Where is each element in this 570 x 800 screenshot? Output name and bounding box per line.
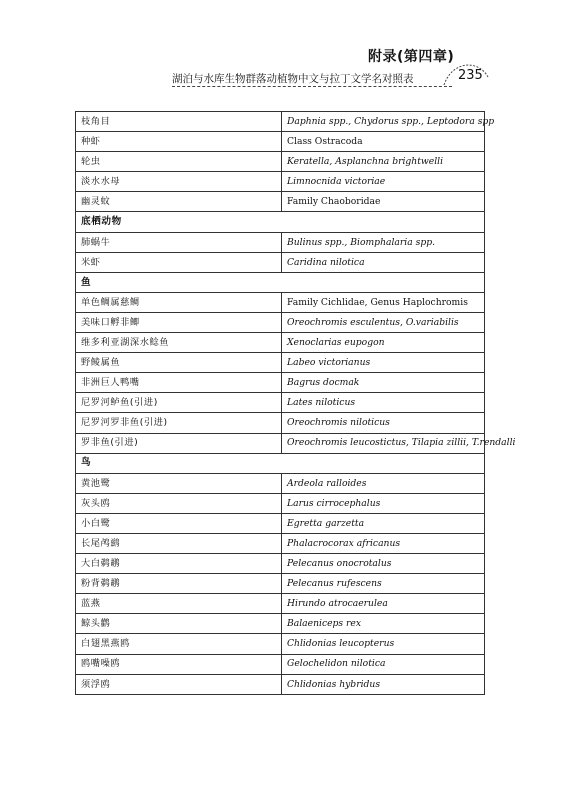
table-row xyxy=(76,353,485,373)
latin-name-cell: Pelecanus rufescens xyxy=(282,574,485,594)
running-title: 湖泊与水库生物群落动植物中文与拉丁文学名对照表 xyxy=(172,73,414,85)
chinese-name-cell: 蓝燕 xyxy=(76,594,282,614)
latin-name-cell: Oreochromis leucostictus, Tilapia zillii, T.rendalli xyxy=(282,433,485,453)
table-row xyxy=(76,292,485,312)
latin-name-cell: Chlidonias hybridus xyxy=(282,674,485,694)
chinese-name-cell: 轮虫 xyxy=(76,152,282,172)
table-row xyxy=(76,654,485,674)
section-title: 鸟 xyxy=(76,453,485,473)
chinese-name-cell: 淡水水母 xyxy=(76,172,282,192)
chinese-name-cell: 尼罗河罗非鱼(引进) xyxy=(76,413,282,433)
latin-name-cell: Oreochromis esculentus, O.variabilis xyxy=(282,312,485,332)
chinese-name-cell: 小白鹭 xyxy=(76,513,282,533)
chinese-name-cell: 黄池鹭 xyxy=(76,473,282,493)
chinese-name-cell: 枝角目 xyxy=(76,112,282,132)
latin-name-cell: Gelochelidon nilotica xyxy=(282,654,485,674)
latin-name-cell: Limnocnida victoriae xyxy=(282,172,485,192)
latin-name-cell: Caridina nilotica xyxy=(282,252,485,272)
chinese-name-cell: 须浮鸥 xyxy=(76,674,282,694)
chinese-name-cell: 白翅黑燕鸥 xyxy=(76,634,282,654)
chinese-name-cell: 幽灵蚊 xyxy=(76,192,282,212)
latin-name-cell: Larus cirrocephalus xyxy=(282,493,485,513)
latin-name-cell: Egretta garzetta xyxy=(282,513,485,533)
latin-name-cell: Xenoclarias eupogon xyxy=(282,333,485,353)
table-row xyxy=(76,513,485,533)
table-row xyxy=(76,533,485,553)
table-row xyxy=(76,554,485,574)
latin-name-cell: Family Cichlidae, Genus Haplochromis xyxy=(282,292,485,312)
latin-name-cell: Hirundo atrocaerulea xyxy=(282,594,485,614)
latin-name-cell: Class Ostracoda xyxy=(282,132,485,152)
table-row xyxy=(76,152,485,172)
chinese-name-cell: 野鲮属鱼 xyxy=(76,353,282,373)
chinese-name-cell: 肺蜗牛 xyxy=(76,232,282,252)
latin-name-cell: Bulinus spp., Biomphalaria spp. xyxy=(282,232,485,252)
chinese-name-cell: 种虾 xyxy=(76,132,282,152)
latin-name-cell: Ardeola ralloides xyxy=(282,473,485,493)
table-row xyxy=(76,132,485,152)
table-row xyxy=(76,634,485,654)
latin-name-cell: Keratella, Asplanchna brightwelli xyxy=(282,152,485,172)
species-table xyxy=(75,111,516,695)
chinese-name-cell: 灰头鸥 xyxy=(76,493,282,513)
chinese-name-cell: 尼罗河鲈鱼(引进) xyxy=(76,393,282,413)
chinese-name-cell: 维多利亚湖深水鲶鱼 xyxy=(76,333,282,353)
latin-name-cell: Daphnia spp., Chydorus spp., Leptodora spp xyxy=(282,112,485,132)
chinese-name-cell: 非洲巨人鸭嘴 xyxy=(76,373,282,393)
latin-name-cell: Bagrus docmak xyxy=(282,373,485,393)
section-title: 鱼 xyxy=(76,272,485,292)
table-row xyxy=(76,493,485,513)
chinese-name-cell: 美味口孵非鲫 xyxy=(76,312,282,332)
section-header-row xyxy=(76,453,485,473)
latin-name-cell: Phalacrocorax africanus xyxy=(282,533,485,553)
table-row xyxy=(76,614,485,634)
latin-name-cell: Pelecanus onocrotalus xyxy=(282,554,485,574)
chinese-name-cell: 米虾 xyxy=(76,252,282,272)
table-row xyxy=(76,112,485,132)
chinese-name-cell: 鲸头鹳 xyxy=(76,614,282,634)
table-row xyxy=(76,333,485,353)
latin-name-cell: Family Chaoboridae xyxy=(282,192,485,212)
table-row xyxy=(76,393,485,413)
table-row xyxy=(76,312,485,332)
table-row xyxy=(76,674,485,694)
latin-name-cell: Lates niloticus xyxy=(282,393,485,413)
table-row xyxy=(76,252,485,272)
chapter-heading: 附录(第四章) xyxy=(368,49,455,65)
table-row xyxy=(76,373,485,393)
table-row xyxy=(76,433,485,453)
table-row xyxy=(76,473,485,493)
chinese-name-cell: 粉背鹈鹕 xyxy=(76,574,282,594)
table-row xyxy=(76,232,485,252)
table-row xyxy=(76,594,485,614)
table-row xyxy=(76,574,485,594)
chinese-name-cell: 大白鹈鹕 xyxy=(76,554,282,574)
table-row xyxy=(76,192,485,212)
latin-name-cell: Oreochromis niloticus xyxy=(282,413,485,433)
section-header-row xyxy=(76,212,485,232)
table-row xyxy=(76,172,485,192)
chinese-name-cell: 单色鲷属慈鲷 xyxy=(76,292,282,312)
latin-name-cell: Balaeniceps rex xyxy=(282,614,485,634)
section-title: 底栖动物 xyxy=(76,212,485,232)
latin-name-cell: Labeo victorianus xyxy=(282,353,485,373)
chinese-name-cell: 罗非鱼(引进) xyxy=(76,433,282,453)
section-header-row xyxy=(76,272,485,292)
page-number: 235 xyxy=(458,68,483,83)
chinese-name-cell: 长尾鸬鹚 xyxy=(76,533,282,553)
table-row xyxy=(76,413,485,433)
chinese-name-cell: 鸥嘴噪鸥 xyxy=(76,654,282,674)
header-rule xyxy=(172,86,452,87)
latin-name-cell: Chlidonias leucopterus xyxy=(282,634,485,654)
